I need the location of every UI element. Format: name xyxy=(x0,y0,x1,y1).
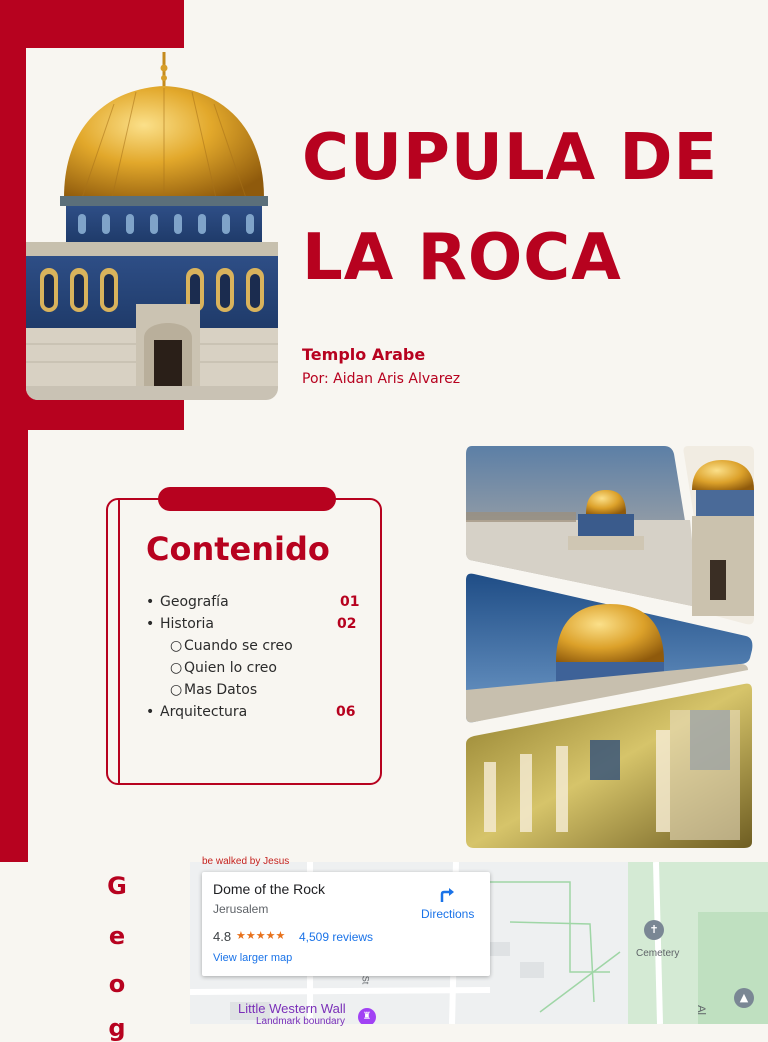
bullet-icon: • xyxy=(146,594,155,610)
author-byline: Por: Aidan Aris Alvarez xyxy=(302,371,461,387)
hollow-bullet-icon: ○ xyxy=(170,660,183,676)
section-letter: o xyxy=(108,970,126,998)
map-street-label: Al xyxy=(694,1005,707,1015)
red-banner-left xyxy=(0,0,28,862)
bullet-icon: • xyxy=(146,704,155,720)
toc-subitem-cuando-se-creo: ○ Cuando se creo xyxy=(170,638,293,654)
toc-item-geografia: • Geografía xyxy=(146,594,229,610)
map-street-label: be walked by Jesus xyxy=(202,856,290,867)
collage-photo-dome-closeup xyxy=(684,446,755,624)
contents-heading: Contenido xyxy=(146,530,330,568)
bullet-icon: • xyxy=(146,616,155,632)
photo-collage xyxy=(460,440,760,854)
hollow-bullet-icon: ○ xyxy=(170,638,183,654)
section-letter: G xyxy=(107,872,127,900)
map-place-city: Jerusalem xyxy=(213,902,269,916)
toc-page-number: 01 xyxy=(340,594,360,610)
section-letter: g xyxy=(108,1014,126,1042)
toc-page-number: 06 xyxy=(336,704,356,720)
section-letter: e xyxy=(108,922,126,950)
contents-tab-decoration xyxy=(158,487,336,511)
page-title xyxy=(302,108,718,308)
map-cemetery-label[interactable]: Cemetery xyxy=(636,948,680,959)
title-line-1: CUPULA DE xyxy=(302,121,719,195)
dome-of-the-rock-photo xyxy=(26,48,278,400)
landmark-pin-icon[interactable]: ♜ xyxy=(358,1008,376,1024)
hollow-bullet-icon: ○ xyxy=(170,682,183,698)
subtitle: Templo Arabe xyxy=(302,345,426,364)
toc-item-historia: • Historia xyxy=(146,616,214,632)
directions-link[interactable]: Directions xyxy=(421,907,475,921)
place-pin-icon[interactable]: ▲ xyxy=(734,988,754,1008)
title-line-2: LA ROCA xyxy=(302,221,622,295)
rating-stars-icon: ★★★★★ xyxy=(236,930,286,942)
toc-page-number: 02 xyxy=(337,616,357,632)
toc-item-arquitectura: • Arquitectura xyxy=(146,704,248,720)
map-place-sublabel: Landmark boundary xyxy=(256,1016,345,1027)
directions-icon[interactable] xyxy=(438,884,458,904)
toc-subitem-quien-lo-creo: ○ Quien lo creo xyxy=(170,660,277,676)
toc-subitem-mas-datos: ○ Mas Datos xyxy=(170,682,258,698)
map-reviews-link[interactable]: 4,509 reviews xyxy=(299,930,374,944)
map-place-name: Dome of the Rock xyxy=(213,881,326,897)
view-larger-map-link[interactable]: View larger map xyxy=(213,952,293,964)
cemetery-pin-icon[interactable]: ✝ xyxy=(644,920,664,940)
map-info-card xyxy=(202,872,490,976)
map-rating-value: 4.8 xyxy=(213,929,232,944)
map-place-label[interactable]: Little Western Wall xyxy=(238,1001,346,1016)
